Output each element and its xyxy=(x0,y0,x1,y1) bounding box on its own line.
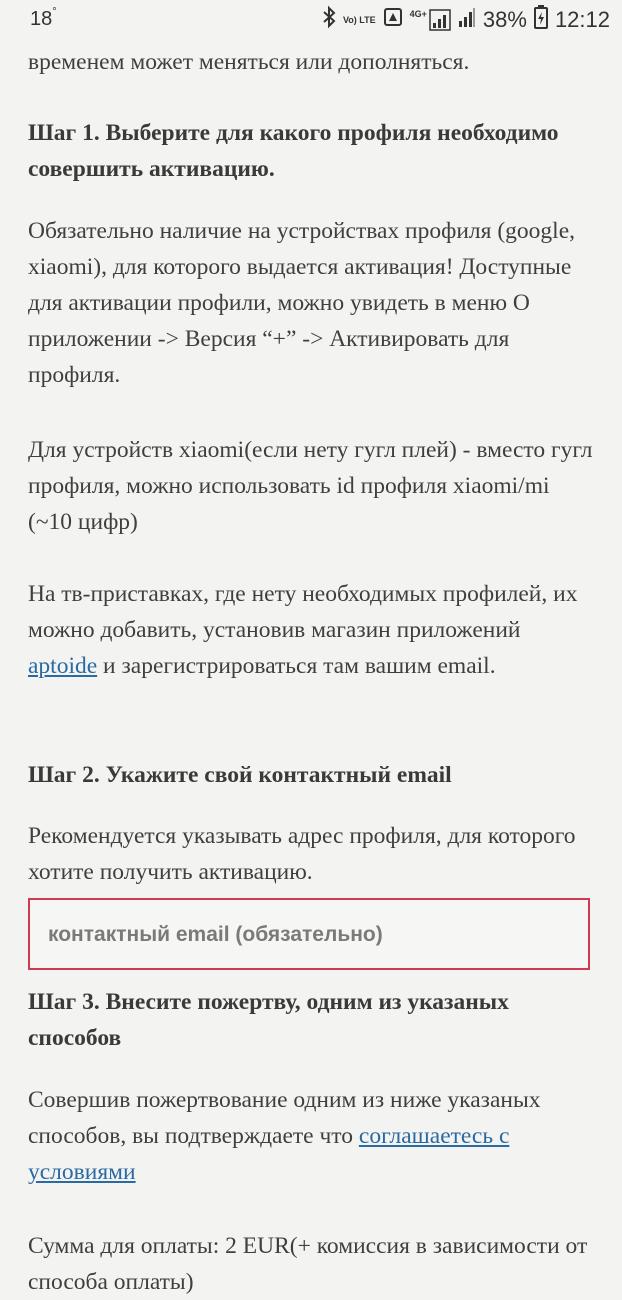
weather-temperature xyxy=(30,8,57,31)
email-field[interactable] xyxy=(46,900,570,970)
step1-paragraph-1: Обязательно наличие на устройствах профиля (google, xiaomi), для которого выдается активация! Доступные для активации профили, можно увидеть в меню О приложении -> Версия “+” -> Активировать для профиля. xyxy=(28,218,576,388)
step3-paragraph-1 xyxy=(28,1082,594,1190)
temperature-value: 18 xyxy=(30,8,53,30)
step1-heading: Шаг 1. Выберите для какого профиля необходимо совершить активацию. xyxy=(28,120,559,182)
status-bar xyxy=(0,0,622,40)
nfc-icon xyxy=(383,7,403,33)
signal-icon xyxy=(458,6,476,34)
status-icons xyxy=(322,5,610,35)
signal-4g-icon xyxy=(410,9,451,31)
step1-p3-text-after: и зарегистрироваться там вашим email. xyxy=(97,653,496,679)
battery-percent: 38% xyxy=(482,7,527,32)
intro-tail-text: временем может меняться или дополняться. xyxy=(28,49,470,75)
clock-time: 12:12 xyxy=(554,7,610,32)
bluetooth-icon xyxy=(322,5,336,35)
step1-paragraph-2: Для устройств xiaomi(если нету гугл плей) - вместо гугл профиля, можно использовать id профиля xiaomi/mi (~10 цифр) xyxy=(28,437,593,535)
step3-heading: Шаг 3. Внесите пожертву, одним из указаных способов xyxy=(28,989,509,1051)
email-field-container xyxy=(28,898,590,970)
step3-p1-text-before: Совершив пожертвование одним из ниже указаных способов, вы подтверждаете что xyxy=(28,1087,541,1149)
step3-paragraph-2: Сумма для оплаты: 2 EUR(+ комиссия в зависимости от способа оплаты) xyxy=(28,1233,588,1295)
terms-link[interactable]: соглашаетесь с условиями xyxy=(28,1123,510,1185)
step1-p3-text-before: На тв-приставках, где нету необходимых профилей, их можно добавить, установив магазин приложений xyxy=(28,581,578,643)
step2-paragraph: Рекомендуется указывать адрес профиля, для которого хотите получить активацию. xyxy=(28,823,576,885)
aptoide-link[interactable]: aptoide xyxy=(28,653,98,679)
step1-paragraph-3 xyxy=(28,576,594,684)
battery-icon xyxy=(534,5,548,35)
network-label: 4G+ xyxy=(409,9,427,19)
volte-icon: Vo) LTE xyxy=(342,15,376,25)
degree-sign: ° xyxy=(52,6,57,19)
step2-heading: Шаг 2. Укажите свой контактный email xyxy=(28,762,452,788)
